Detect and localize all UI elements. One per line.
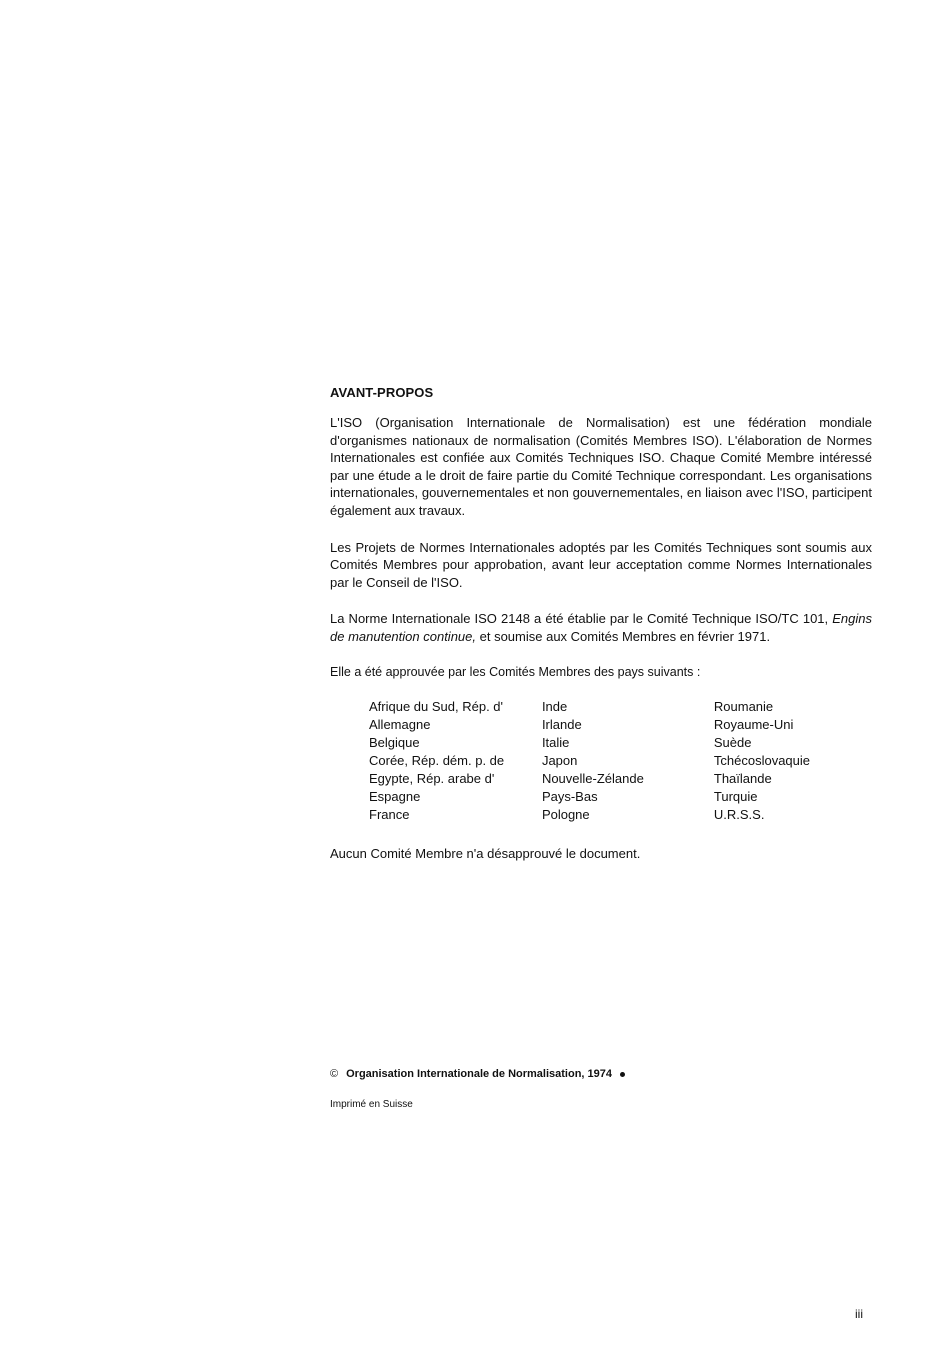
approving-countries-list (369, 698, 872, 824)
closing-statement: Aucun Comité Membre n'a désapprouvé le document. (330, 845, 641, 861)
copyright-line (330, 1068, 625, 1080)
country-item: Thaïlande (713, 770, 772, 786)
country-item: Allemagne (369, 716, 431, 732)
copyright-text: Organisation Internationale de Normalisation, 1974 (346, 1068, 613, 1080)
paragraph-iso-intro: L'ISO (Organisation Internationale de Normalisation) est une fédération mondiale d'organismes nationaux de normalisation (Comités Membres ISO). L'élaboration de Normes Internationales est confiée aux Comités Techniques ISO. Chaque Comité Membre intéressé par une étude a le droit de faire partie du Comité Technique correspondant. Les organisations internationales, gouvernementales et non gouvernementales, en liaison avec l'ISO, participent également aux travaux. (330, 415, 872, 518)
country-item: Nouvelle-Zélande (541, 770, 644, 786)
country-item: France (369, 806, 410, 822)
approval-intro: Elle a été approuvée par les Comités Membres des pays suivants : (330, 664, 701, 679)
country-item: U.R.S.S. (713, 806, 765, 822)
countries-column-3 (714, 698, 872, 824)
bullet-dot-icon (620, 1072, 625, 1077)
country-item: Irlande (541, 716, 582, 732)
paragraph-draft-standards: Les Projets de Normes Internationales adoptés par les Comités Techniques sont soumis aux Comités Membres pour approbation, avant leur acceptation comme Normes Internationales par le Conseil de l'ISO. (330, 539, 872, 590)
country-item: Corée, Rép. dém. p. de (369, 752, 505, 768)
country-item: Turquie (713, 788, 758, 804)
country-item: Egypte, Rép. arabe d' (369, 770, 495, 786)
country-item: Suède (713, 734, 752, 750)
paragraph-standard-origin-start: La Norme Internationale ISO 2148 a été établie par le Comité Technique ISO/TC 101, (330, 611, 833, 627)
country-item: Italie (541, 734, 570, 750)
page-number: iii (855, 1307, 863, 1321)
country-item: Afrique du Sud, Rép. d' (369, 698, 504, 714)
copyright-icon: © (330, 1068, 339, 1080)
country-item: Tchécoslovaquie (713, 752, 811, 768)
section-heading: AVANT-PROPOS (330, 385, 434, 400)
foreword-section (330, 385, 872, 861)
country-item: Espagne (369, 788, 421, 804)
country-item: Belgique (369, 734, 420, 750)
printed-in-note: Imprimé en Suisse (330, 1099, 413, 1110)
committee-title: Engins de manutention continue, (330, 611, 872, 644)
countries-column-2 (542, 698, 714, 824)
country-item: Japon (541, 752, 578, 768)
country-item: Pays-Bas (541, 788, 598, 804)
country-item: Royaume-Uni (713, 716, 794, 732)
countries-column-1 (369, 698, 542, 824)
paragraph-standard-origin-end: et soumise aux Comités Membres en février 1971. (476, 628, 771, 644)
country-item: Roumanie (713, 698, 774, 714)
country-item: Pologne (541, 806, 590, 822)
paragraph-standard-origin (330, 610, 872, 645)
country-item: Inde (541, 698, 568, 714)
